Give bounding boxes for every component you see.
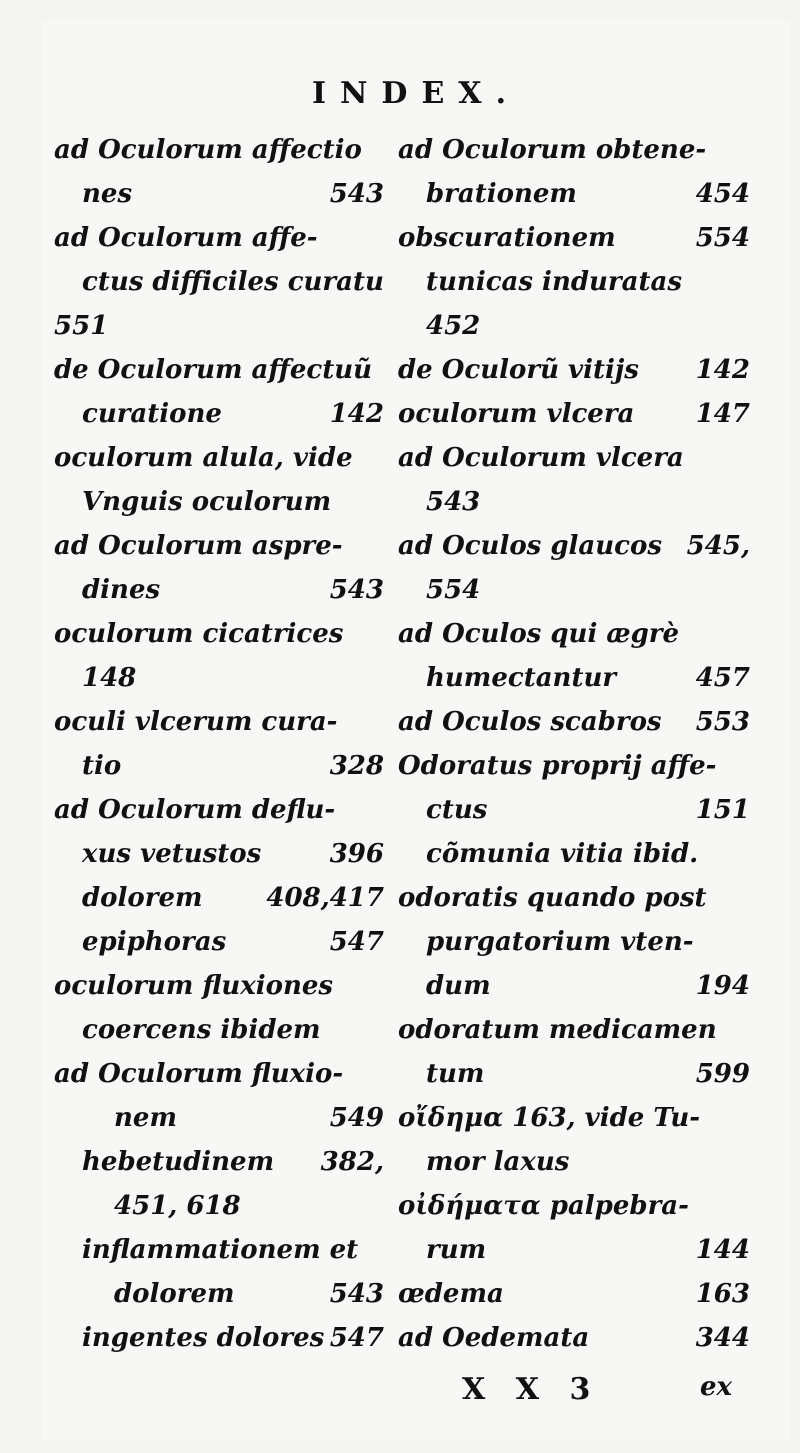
entry-text: xus vetustos bbox=[82, 839, 262, 869]
index-line bbox=[398, 964, 750, 1008]
index-entry bbox=[398, 1096, 750, 1184]
index-entry bbox=[54, 920, 384, 964]
entry-text: oculorum fluxiones bbox=[54, 971, 334, 1001]
index-line bbox=[54, 876, 384, 920]
page-reference: 194 bbox=[695, 971, 750, 1001]
index-line bbox=[398, 304, 750, 348]
page-reference: 547 bbox=[329, 927, 384, 957]
index-entry bbox=[398, 700, 750, 744]
index-line bbox=[54, 656, 384, 700]
entry-text: nem bbox=[114, 1103, 177, 1133]
signature-mark: X X 3 bbox=[462, 1372, 601, 1407]
page-leaf bbox=[42, 20, 790, 1440]
index-entry bbox=[398, 876, 750, 1008]
index-line bbox=[398, 348, 750, 392]
entry-text: inflammationem et bbox=[82, 1235, 359, 1265]
entry-text: dolorem bbox=[82, 883, 203, 913]
entry-text: nes bbox=[82, 179, 133, 209]
entry-text: ctus difficiles curatu bbox=[82, 267, 384, 297]
entry-text: mor laxus bbox=[426, 1147, 570, 1177]
entry-text: ad Oculorum aspre- bbox=[54, 531, 343, 561]
entry-text: dines bbox=[82, 575, 161, 605]
index-entry bbox=[398, 392, 750, 436]
page-reference: 142 bbox=[695, 355, 750, 385]
entry-text: humectantur bbox=[426, 663, 617, 693]
index-line bbox=[54, 1096, 384, 1140]
index-line bbox=[398, 700, 750, 744]
entry-text: de Oculorũ vitijs bbox=[398, 355, 639, 385]
index-entry bbox=[54, 1052, 384, 1140]
page-reference: 599 bbox=[695, 1059, 750, 1089]
page-reference: 543 bbox=[329, 1279, 384, 1309]
entry-text: dum bbox=[426, 971, 491, 1001]
index-line bbox=[398, 216, 750, 260]
entry-text: œdema bbox=[398, 1279, 504, 1309]
entry-text: οἰδήματα palpebra- bbox=[398, 1191, 689, 1221]
index-entry bbox=[398, 216, 750, 260]
entry-text: οἴδημα 163, vide Tu- bbox=[398, 1103, 701, 1133]
entry-text: ad Oculorum affectio bbox=[54, 135, 362, 165]
entry-text: cõmunia vitia ibid. bbox=[426, 839, 699, 869]
page-reference: 543 bbox=[329, 179, 384, 209]
index-line bbox=[54, 348, 384, 392]
index-entry bbox=[54, 700, 384, 788]
index-line bbox=[398, 832, 750, 876]
index-line bbox=[54, 1184, 384, 1228]
index-line bbox=[54, 1316, 384, 1360]
index-entry bbox=[398, 260, 750, 348]
entry-text: oculi vlcerum cura- bbox=[54, 707, 338, 737]
index-line bbox=[398, 128, 750, 172]
entry-text: oculorum vlcera bbox=[398, 399, 635, 429]
index-line bbox=[54, 172, 384, 216]
page-reference: 408,417 bbox=[266, 883, 384, 913]
index-line bbox=[54, 1008, 384, 1052]
entry-text: ad Oculos qui ægrè bbox=[398, 619, 680, 649]
index-entry bbox=[398, 1008, 750, 1096]
index-line bbox=[54, 964, 384, 1008]
entry-text: Vnguis oculorum bbox=[82, 487, 332, 517]
page-reference: 144 bbox=[695, 1235, 750, 1265]
entry-text: ad Oculorum fluxio- bbox=[54, 1059, 344, 1089]
index-line bbox=[398, 1140, 750, 1184]
index-entry bbox=[54, 1316, 384, 1360]
page-reference: 547 bbox=[329, 1323, 384, 1353]
page-header: INDEX. bbox=[311, 76, 521, 111]
entry-text: epiphoras bbox=[82, 927, 227, 957]
page-reference: 147 bbox=[695, 399, 750, 429]
index-line bbox=[54, 744, 384, 788]
entry-text: de Oculorum affectuũ bbox=[54, 355, 373, 385]
page-reference: 549 bbox=[329, 1103, 384, 1133]
index-line bbox=[398, 1272, 750, 1316]
index-entry bbox=[54, 436, 384, 524]
index-line bbox=[54, 1052, 384, 1096]
entry-text: tio bbox=[82, 751, 122, 781]
entry-text: ad Oculorum vlcera bbox=[398, 443, 684, 473]
entry-text: brationem bbox=[426, 179, 577, 209]
entry-text: 452 bbox=[426, 311, 481, 341]
index-line bbox=[398, 1096, 750, 1140]
entry-text: 451, 618 bbox=[114, 1191, 241, 1221]
entry-text: 551 bbox=[54, 311, 109, 341]
index-line bbox=[398, 744, 750, 788]
entry-text: odoratum medicamen bbox=[398, 1015, 717, 1045]
page-reference: 142 bbox=[329, 399, 384, 429]
index-entry bbox=[398, 436, 750, 524]
index-line bbox=[54, 128, 384, 172]
index-line bbox=[54, 1140, 384, 1184]
entry-text: coercens ibidem bbox=[82, 1015, 321, 1045]
index-line bbox=[398, 480, 750, 524]
entry-text: rum bbox=[426, 1235, 487, 1265]
index-line bbox=[54, 612, 384, 656]
entry-text: 543 bbox=[426, 487, 481, 517]
index-line bbox=[54, 568, 384, 612]
index-line bbox=[54, 524, 384, 568]
index-line bbox=[398, 524, 750, 568]
page-reference: 382, bbox=[320, 1147, 384, 1177]
page-reference: 328 bbox=[329, 751, 384, 781]
catchword: ex bbox=[699, 1372, 732, 1402]
index-entry bbox=[398, 1272, 750, 1316]
page-reference: 554 bbox=[695, 223, 750, 253]
entry-text: oculorum cicatrices bbox=[54, 619, 344, 649]
page-reference: 454 bbox=[695, 179, 750, 209]
index-line bbox=[398, 568, 750, 612]
index-entry bbox=[54, 964, 384, 1052]
entry-text: tum bbox=[426, 1059, 485, 1089]
index-line bbox=[54, 392, 384, 436]
index-line bbox=[54, 436, 384, 480]
entry-text: ingentes dolores bbox=[82, 1323, 325, 1353]
page-reference: 396 bbox=[329, 839, 384, 869]
entry-text: Odoratus proprij affe- bbox=[398, 751, 717, 781]
index-line bbox=[398, 392, 750, 436]
index-line bbox=[398, 876, 750, 920]
index-line bbox=[54, 480, 384, 524]
page-reference: 543 bbox=[329, 575, 384, 605]
index-line bbox=[398, 656, 750, 700]
page-reference: 344 bbox=[695, 1323, 750, 1353]
entry-text: purgatorium vten- bbox=[426, 927, 694, 957]
page-reference: 457 bbox=[695, 663, 750, 693]
index-entry bbox=[398, 744, 750, 832]
index-entry bbox=[398, 1184, 750, 1272]
index-line bbox=[398, 260, 750, 304]
index-line bbox=[398, 788, 750, 832]
entry-text: tunicas induratas bbox=[426, 267, 682, 297]
index-line bbox=[54, 216, 384, 260]
entry-text: hebetudinem bbox=[82, 1147, 275, 1177]
index-line bbox=[398, 1228, 750, 1272]
index-entry bbox=[398, 348, 750, 392]
entry-text: ad Oculos glaucos bbox=[398, 531, 662, 561]
entry-text: 148 bbox=[82, 663, 137, 693]
index-entry bbox=[54, 612, 384, 700]
entry-text: oculorum alula, vide bbox=[54, 443, 353, 473]
index-line bbox=[54, 260, 384, 304]
page-reference: 163 bbox=[695, 1279, 750, 1309]
index-line bbox=[398, 1052, 750, 1096]
index-line bbox=[54, 1228, 384, 1272]
index-column-right bbox=[398, 128, 750, 1360]
page-reference: 151 bbox=[695, 795, 750, 825]
entry-text: ad Oculorum obtene- bbox=[398, 135, 707, 165]
index-line bbox=[398, 920, 750, 964]
index-entry bbox=[398, 832, 750, 876]
index-line bbox=[54, 788, 384, 832]
index-entry bbox=[398, 524, 750, 612]
entry-text: 554 bbox=[426, 575, 481, 605]
entry-text: obscurationem bbox=[398, 223, 616, 253]
entry-text: ad Oculos scabros bbox=[398, 707, 662, 737]
index-line bbox=[398, 612, 750, 656]
index-line bbox=[398, 1184, 750, 1228]
index-entry bbox=[398, 612, 750, 700]
index-entry bbox=[398, 128, 750, 216]
index-entry bbox=[54, 216, 384, 348]
entry-text: ctus bbox=[426, 795, 488, 825]
entry-text: ad Oculorum deflu- bbox=[54, 795, 336, 825]
page-reference: 553 bbox=[695, 707, 750, 737]
index-entry bbox=[54, 1228, 384, 1316]
index-line bbox=[54, 700, 384, 744]
index-entry bbox=[398, 1316, 750, 1360]
index-entry bbox=[54, 348, 384, 436]
index-entry bbox=[54, 524, 384, 612]
index-entry bbox=[54, 876, 384, 920]
index-line bbox=[54, 920, 384, 964]
entry-text: odoratis quando post bbox=[398, 883, 707, 913]
index-line bbox=[398, 172, 750, 216]
index-line bbox=[398, 1316, 750, 1360]
index-entry bbox=[54, 1140, 384, 1228]
page-reference: 545, bbox=[686, 531, 750, 561]
index-line bbox=[398, 1008, 750, 1052]
entry-text: dolorem bbox=[114, 1279, 235, 1309]
entry-text: curatione bbox=[82, 399, 222, 429]
index-line bbox=[54, 304, 384, 348]
index-line bbox=[54, 832, 384, 876]
index-entry bbox=[54, 788, 384, 876]
index-line bbox=[398, 436, 750, 480]
entry-text: ad Oculorum affe- bbox=[54, 223, 318, 253]
index-entry bbox=[54, 128, 384, 216]
entry-text: ad Oedemata bbox=[398, 1323, 590, 1353]
index-column-left bbox=[54, 128, 384, 1360]
index-line bbox=[54, 1272, 384, 1316]
